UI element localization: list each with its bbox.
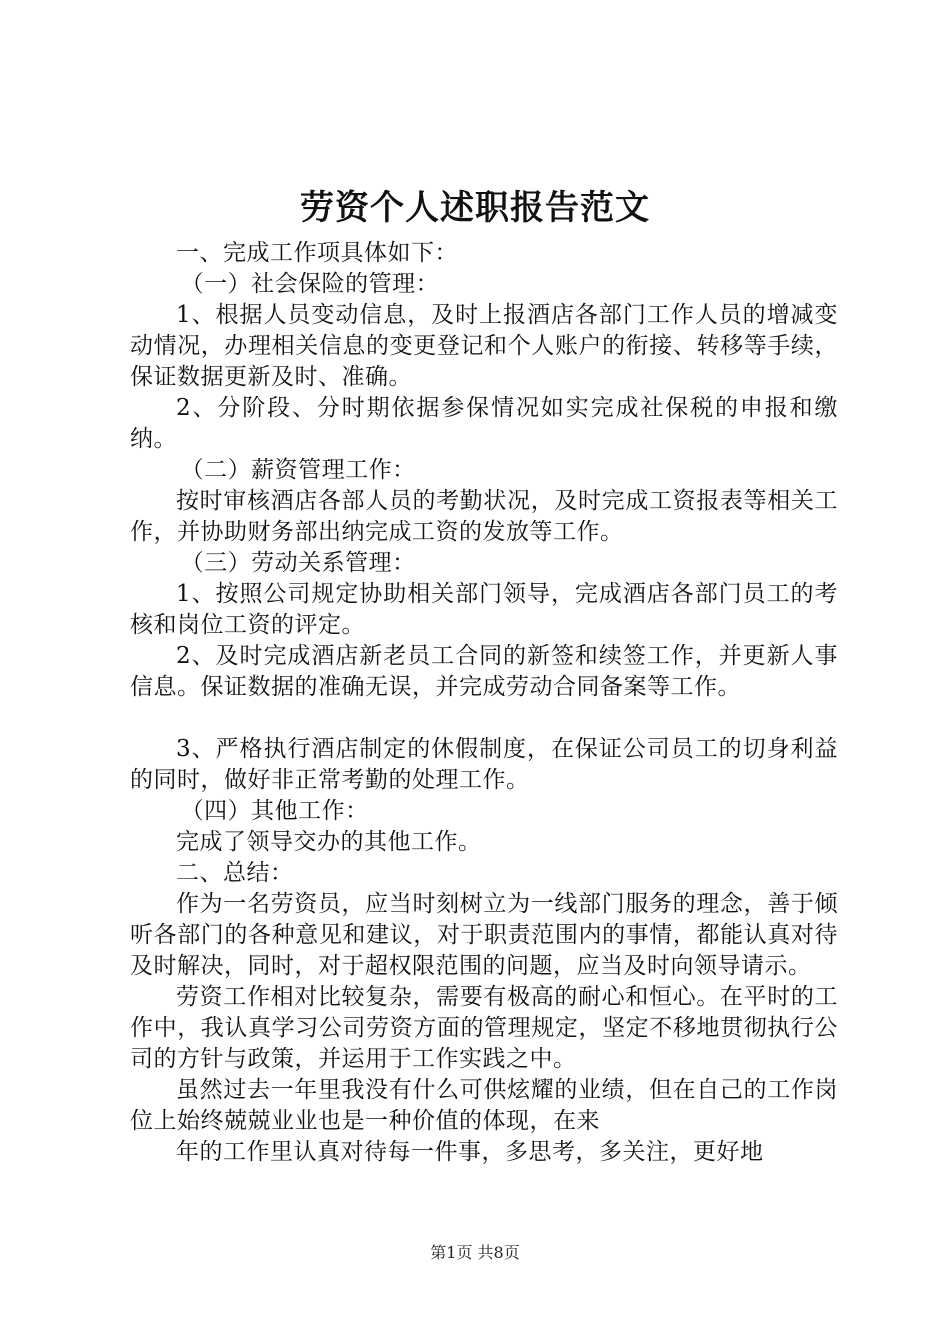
paragraph: 年的工作里认真对待每一件事，多思考，多关注，更好地	[176, 1139, 764, 1165]
paragraph: 虽然过去一年里我没有什么可供炫耀的业绩，但在自己的工作岗位上始终兢兢业业也是一种价值的体现，在来	[130, 1077, 838, 1134]
paragraph: 1、按照公司规定协助相关部门领导，完成酒店各部门员工的考核和岗位工资的评定。	[130, 581, 838, 638]
document-title: 劳资个人述职报告范文	[300, 188, 650, 228]
document-body	[130, 238, 838, 1168]
paragraph: 作为一名劳资员，应当时刻树立为一线部门服务的理念，善于倾听各部门的各种意见和建议，对于职责范围内的事情，都能认真对待及时解决，同时，对于超权限范围的问题，应当及时向领导请示。	[130, 891, 838, 979]
subsection-heading-salary: （二）薪资管理工作：	[180, 457, 416, 483]
section-heading-1: 一、完成工作项具体如下：	[176, 240, 458, 266]
page-footer: 第1页 共8页	[430, 1243, 520, 1262]
subsection-heading-social-insurance: （一）社会保险的管理：	[180, 271, 440, 297]
paragraph: 2、及时完成酒店新老员工合同的新签和续签工作，并更新人事信息。保证数据的准确无误，并完成劳动合同备案等工作。	[130, 643, 838, 700]
subsection-heading-labor-relations: （三）劳动关系管理：	[180, 550, 416, 576]
paragraph: 完成了领导交办的其他工作。	[176, 829, 482, 855]
subsection-heading-other: （四）其他工作：	[180, 798, 369, 824]
paragraph: 劳资工作相对比较复杂，需要有极高的耐心和恒心。在平时的工作中，我认真学习公司劳资方面的管理规定，坚定不移地贯彻执行公司的方针与政策，并运用于工作实践之中。	[130, 984, 838, 1072]
blank-line	[130, 703, 838, 734]
paragraph: 按时审核酒店各部人员的考勤状况，及时完成工资报表等相关工作，并协助财务部出纳完成工资的发放等工作。	[130, 488, 838, 545]
paragraph: 3、严格执行酒店制定的休假制度，在保证公司员工的切身利益的同时，做好非正常考勤的处理工作。	[130, 736, 838, 793]
paragraph: 2、分阶段、分时期依据参保情况如实完成社保税的申报和缴纳。	[130, 395, 838, 452]
paragraph: 1、根据人员变动信息，及时上报酒店各部门工作人员的增减变动情况，办理相关信息的变更登记和个人账户的衔接、转移等手续，保证数据更新及时、准确。	[130, 302, 838, 390]
section-heading-2: 二、总结：	[176, 860, 294, 886]
